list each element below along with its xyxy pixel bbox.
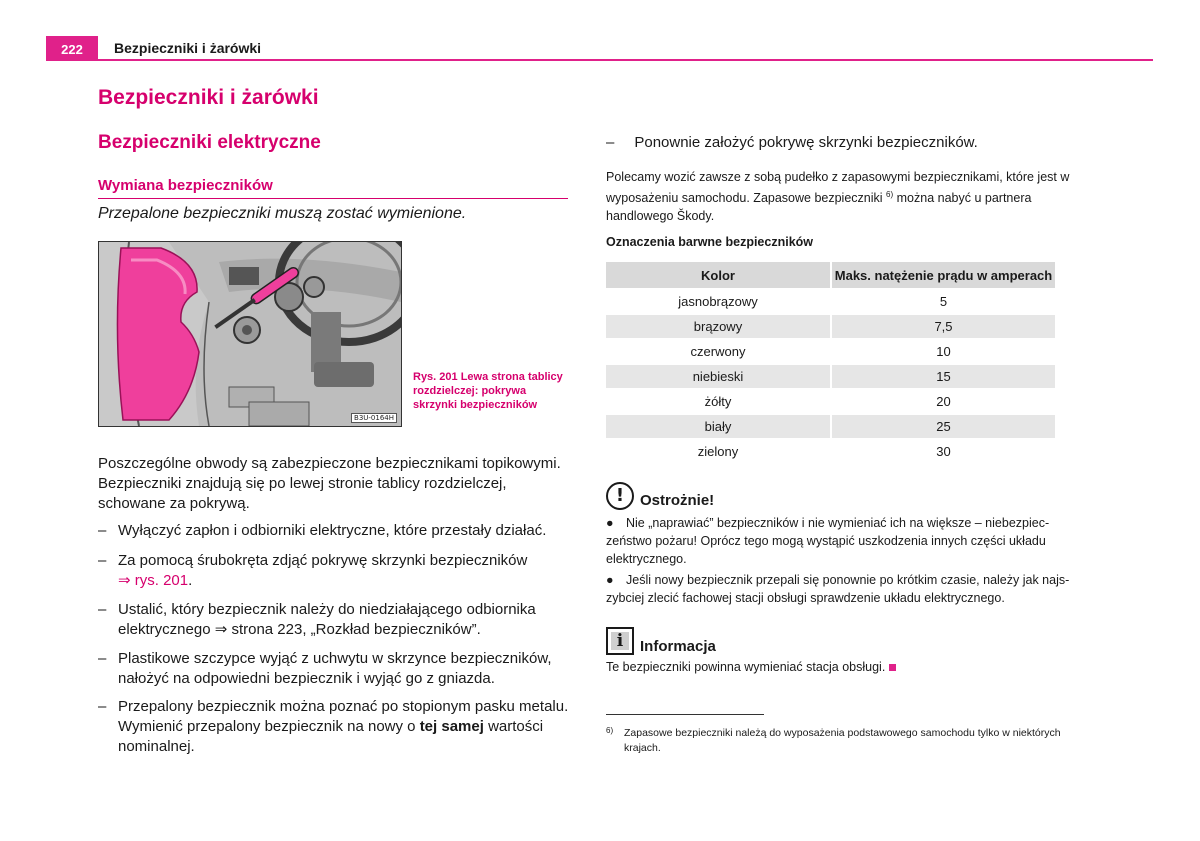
dash-bullet: – xyxy=(606,134,615,151)
dashboard-figure xyxy=(98,241,402,427)
footnote-rule xyxy=(606,714,764,715)
step-text xyxy=(118,697,570,757)
spare-fuses-paragraph xyxy=(606,168,1081,225)
table-row xyxy=(606,439,1055,463)
table-row xyxy=(606,339,1055,364)
step-text: Plastikowe szczypce wyjąć z uchwytu w skrzynce bezpieczników, nałożyć na odpowiedni bezpiecznik i wyjąć go z gniazda. xyxy=(118,650,552,687)
table-cell: brązowy xyxy=(606,314,831,339)
footnote-text: Zapasowe bezpieczniki należą do wyposażenia podstawowego samochodu tylko w niektórych krajach. xyxy=(624,727,1061,754)
caution-title: Ostrożnie! xyxy=(640,492,715,509)
table-row xyxy=(606,289,1055,314)
info-text-block xyxy=(606,660,896,674)
table-cell: 10 xyxy=(831,339,1055,364)
column-header: Maks. natężenie prądu w amperach xyxy=(831,262,1055,289)
footnote xyxy=(606,726,1078,756)
end-of-section-marker xyxy=(889,664,896,671)
step-text xyxy=(118,551,570,591)
table-title: Oznaczenia barwne bezpieczników xyxy=(606,235,814,249)
table-row xyxy=(606,389,1055,414)
table-cell: czerwony xyxy=(606,339,831,364)
step-item xyxy=(98,600,570,640)
table-cell: jasnobrązowy xyxy=(606,289,831,314)
dashboard-illustration xyxy=(99,242,401,426)
table-cell: 7,5 xyxy=(831,314,1055,339)
info-text: Te bezpieczniki powinna wymieniać stacja obsługi. xyxy=(606,660,886,674)
subsection-title: Wymiana bezpieczników xyxy=(98,177,273,194)
step-text: Ustalić, który bezpiecznik należy do niedziałającego odbiornika elektrycznego ⇒ strona 223, „Rozkład bezpieczników”. xyxy=(118,601,536,638)
table-cell: 15 xyxy=(831,364,1055,389)
table-cell: niebieski xyxy=(606,364,831,389)
column-header: Kolor xyxy=(606,262,831,289)
caution-item xyxy=(606,571,1078,607)
table-row xyxy=(606,364,1055,389)
table-row xyxy=(606,314,1055,339)
intro-text: Przepalone bezpieczniki muszą zostać wymienione. xyxy=(98,205,467,222)
step-item xyxy=(606,134,978,151)
table-cell: 30 xyxy=(831,439,1055,463)
table-cell: biały xyxy=(606,414,831,439)
dash-bullet: – xyxy=(98,698,107,715)
dash-bullet: – xyxy=(98,601,107,618)
footnote-mark: 6) xyxy=(606,726,614,735)
step-text: Ponownie założyć pokrywę skrzynki bezpieczników. xyxy=(634,134,978,151)
table-cell: żółty xyxy=(606,389,831,414)
step-item xyxy=(98,551,570,591)
body-paragraph: Poszczególne obwody są zabezpieczone bezpiecznikami topikowymi. Bezpieczniki znajdują się po lewej stronie tablicy rozdzielczej, schowane za pokrywą. xyxy=(98,455,561,512)
bullet-dot: ● xyxy=(606,516,614,530)
caution-item xyxy=(606,514,1078,568)
chapter-title: Bezpieczniki i żarówki xyxy=(98,86,319,109)
warning-icon xyxy=(606,482,634,510)
footnote-reference: 6) xyxy=(886,190,894,199)
table-cell: zielony xyxy=(606,439,831,463)
step-text-part: Przepalony bezpiecznik można poznać po stopionym pasku metalu. Wymienić przepalony bezpiecznik na nowy o xyxy=(118,698,569,735)
section-title: Bezpieczniki elektryczne xyxy=(98,132,321,153)
dash-bullet: – xyxy=(98,522,107,539)
page-number: 222 xyxy=(46,36,98,60)
dash-bullet: – xyxy=(98,650,107,667)
bullet-dot: ● xyxy=(606,573,614,587)
paragraph-text-end: można nabyć u partnera handlowego Škody. xyxy=(606,191,1032,224)
step-text-part: Za pomocą śrubokręta zdjąć pokrywę skrzynki bezpieczników xyxy=(118,552,528,569)
dash-bullet: – xyxy=(98,552,107,569)
info-title: Informacja xyxy=(640,638,716,655)
table-header-row xyxy=(606,262,1055,289)
header-rule xyxy=(46,59,1153,61)
table-cell: 5 xyxy=(831,289,1055,314)
step-text-end: . xyxy=(188,572,193,589)
step-text: Wyłączyć zapłon i odbiorniki elektryczne, które przestały działać. xyxy=(118,522,547,539)
step-item xyxy=(98,649,570,689)
table-cell: 25 xyxy=(831,414,1055,439)
table-cell: 20 xyxy=(831,389,1055,414)
running-title: Bezpieczniki i żarówki xyxy=(114,40,262,56)
figure-caption: Rys. 201 Lewa strona tablicy rozdzielczej: pokrywa skrzynki bezpieczników xyxy=(413,371,563,411)
step-item xyxy=(98,521,570,541)
figure-reference-link[interactable]: ⇒ rys. 201 xyxy=(118,572,189,589)
figure-code: B3U-0164H xyxy=(351,413,397,423)
table-row xyxy=(606,414,1055,439)
fuse-color-table xyxy=(606,262,1055,463)
caution-text: Jeśli nowy bezpiecznik przepali się ponownie po krótkim czasie, należy jak najszybciej zlecić fachowej stacji obsługi sprawdzenie układu elektrycznego. xyxy=(606,573,1070,605)
info-icon xyxy=(606,627,634,655)
paragraph-text: Polecamy wozić zawsze z sobą pudełko z zapasowymi bezpiecznikami, które jest w wyposażeniu samochodu. Zapasowe bezpieczniki xyxy=(606,170,1070,206)
caution-text: Nie „naprawiać” bezpieczników i nie wymieniać ich na większe – niebezpieczeństwo pożaru! Oprócz tego mogą wystąpić uszkodzenia innych części układu elektrycznego. xyxy=(606,516,1050,566)
step-item xyxy=(98,697,570,757)
subsection-rule xyxy=(98,198,568,199)
step-text-end: wartości nominalnej. xyxy=(118,718,544,755)
emphasis-text: tej samej xyxy=(419,718,484,735)
